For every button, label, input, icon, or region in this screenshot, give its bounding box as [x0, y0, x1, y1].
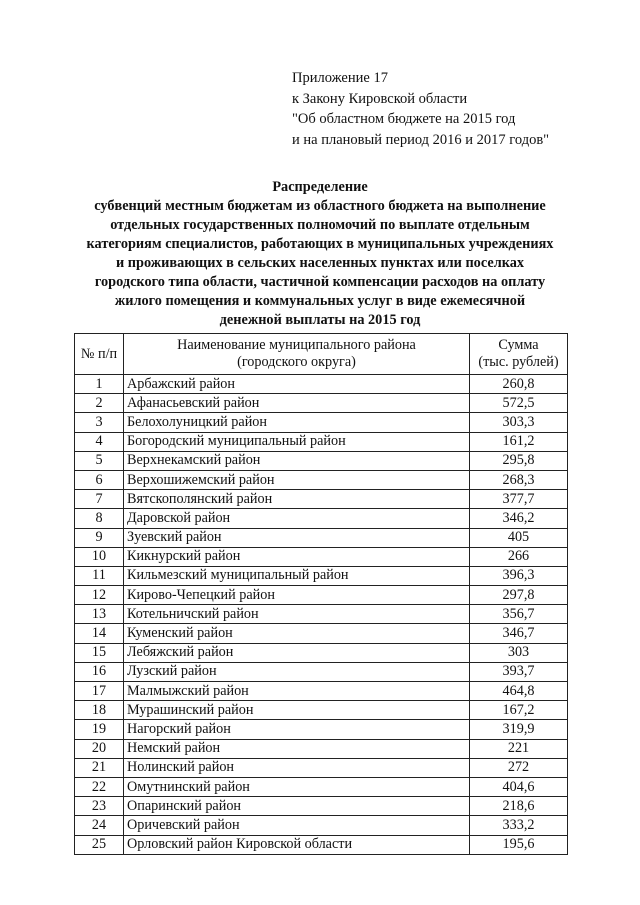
header-sum — [470, 334, 568, 375]
row-number: 1 — [75, 375, 124, 394]
amount: 356,7 — [470, 605, 568, 624]
row-number: 24 — [75, 816, 124, 835]
table-row — [75, 777, 568, 796]
table-row — [75, 835, 568, 854]
table-row — [75, 394, 568, 413]
row-number: 18 — [75, 701, 124, 720]
table-row — [75, 490, 568, 509]
amount: 221 — [470, 739, 568, 758]
amount: 297,8 — [470, 586, 568, 605]
appendix-line: к Закону Кировской области — [292, 90, 468, 107]
table-row — [75, 509, 568, 528]
district-name: Оричевский район — [124, 816, 470, 835]
table-row — [75, 375, 568, 394]
amount: 167,2 — [470, 701, 568, 720]
amount: 303,3 — [470, 413, 568, 432]
amount: 572,5 — [470, 394, 568, 413]
district-name: Арбажский район — [124, 375, 470, 394]
document-heading — [40, 178, 600, 330]
row-number: 7 — [75, 490, 124, 509]
amount: 396,3 — [470, 566, 568, 585]
amount: 272 — [470, 758, 568, 777]
header-name-line: (городского округа) — [237, 354, 356, 370]
header-sum-line: Сумма — [498, 337, 539, 353]
table-body — [75, 375, 568, 855]
table-row — [75, 797, 568, 816]
header-number: № п/п — [75, 334, 124, 375]
table-row — [75, 566, 568, 585]
row-number: 13 — [75, 605, 124, 624]
amount: 161,2 — [470, 432, 568, 451]
row-number: 14 — [75, 624, 124, 643]
appendix-block — [292, 68, 549, 150]
table-row — [75, 816, 568, 835]
district-name: Кирово-Чепецкий район — [124, 586, 470, 605]
row-number: 15 — [75, 643, 124, 662]
amount: 464,8 — [470, 682, 568, 701]
district-name: Малмыжский район — [124, 682, 470, 701]
table-row — [75, 470, 568, 489]
table-row — [75, 758, 568, 777]
table-row — [75, 739, 568, 758]
district-name: Немский район — [124, 739, 470, 758]
header-name — [124, 334, 470, 375]
table-row — [75, 720, 568, 739]
district-name: Богородский муниципальный район — [124, 432, 470, 451]
district-name: Кильмезский муниципальный район — [124, 566, 470, 585]
row-number: 19 — [75, 720, 124, 739]
district-name: Нагорский район — [124, 720, 470, 739]
table-row — [75, 586, 568, 605]
heading-line: отдельных государственных полномочий по выплате отдельным — [110, 217, 530, 233]
amount: 319,9 — [470, 720, 568, 739]
amount: 377,7 — [470, 490, 568, 509]
district-name: Кикнурский район — [124, 547, 470, 566]
row-number: 21 — [75, 758, 124, 777]
district-name: Куменский район — [124, 624, 470, 643]
appendix-line: "Об областном бюджете на 2015 год — [292, 111, 516, 127]
district-name: Вятскополянский район — [124, 490, 470, 509]
row-number: 16 — [75, 662, 124, 681]
district-name: Котельничский район — [124, 605, 470, 624]
amount: 268,3 — [470, 470, 568, 489]
table-row — [75, 662, 568, 681]
row-number: 9 — [75, 528, 124, 547]
table-row — [75, 701, 568, 720]
row-number: 25 — [75, 835, 124, 854]
district-name: Зуевский район — [124, 528, 470, 547]
table-row — [75, 547, 568, 566]
district-name: Мурашинский район — [124, 701, 470, 720]
table-row — [75, 605, 568, 624]
row-number: 23 — [75, 797, 124, 816]
heading-line: жилого помещения и коммунальных услуг в виде ежемесячной — [114, 293, 526, 309]
heading-line: городского типа области, частичной компенсации расходов на оплату — [94, 274, 546, 290]
district-name: Нолинский район — [124, 758, 470, 777]
row-number: 12 — [75, 586, 124, 605]
table-row — [75, 624, 568, 643]
amount: 393,7 — [470, 662, 568, 681]
amount: 295,8 — [470, 451, 568, 470]
amount: 195,6 — [470, 835, 568, 854]
district-name: Верхнекамский район — [124, 451, 470, 470]
table-row — [75, 528, 568, 547]
row-number: 20 — [75, 739, 124, 758]
amount: 260,8 — [470, 375, 568, 394]
amount: 405 — [470, 528, 568, 547]
row-number: 8 — [75, 509, 124, 528]
heading-line: денежной выплаты на 2015 год — [219, 312, 421, 328]
district-name: Омутнинский район — [124, 777, 470, 796]
district-name: Верхошижемский район — [124, 470, 470, 489]
table-row — [75, 682, 568, 701]
distribution-table — [74, 333, 568, 855]
header-name-line: Наименование муниципального района — [177, 337, 416, 353]
district-name: Орловский район Кировской области — [124, 835, 470, 854]
district-name: Лузский район — [124, 662, 470, 681]
row-number: 2 — [75, 394, 124, 413]
amount: 346,7 — [470, 624, 568, 643]
amount: 404,6 — [470, 777, 568, 796]
row-number: 22 — [75, 777, 124, 796]
appendix-line: Приложение 17 — [292, 70, 388, 86]
row-number: 11 — [75, 566, 124, 585]
amount: 266 — [470, 547, 568, 566]
amount: 303 — [470, 643, 568, 662]
table-row — [75, 643, 568, 662]
district-name: Афанасьевский район — [124, 394, 470, 413]
district-name: Лебяжский район — [124, 643, 470, 662]
heading-title: Распределение — [272, 179, 368, 195]
district-name: Белохолуницкий район — [124, 413, 470, 432]
amount: 346,2 — [470, 509, 568, 528]
table-header-row — [75, 334, 568, 375]
amount: 333,2 — [470, 816, 568, 835]
row-number: 4 — [75, 432, 124, 451]
row-number: 5 — [75, 451, 124, 470]
table-row — [75, 413, 568, 432]
heading-line: субвенций местным бюджетам из областного бюджета на выполнение — [94, 198, 546, 214]
row-number: 3 — [75, 413, 124, 432]
row-number: 17 — [75, 682, 124, 701]
heading-line: и проживающих в сельских населенных пунктах или поселках — [115, 255, 525, 271]
table-row — [75, 432, 568, 451]
amount: 218,6 — [470, 797, 568, 816]
appendix-line: и на плановый период 2016 и 2017 годов" — [292, 131, 550, 148]
row-number: 10 — [75, 547, 124, 566]
header-sum-line: (тыс. рублей) — [478, 354, 559, 370]
district-name: Даровской район — [124, 509, 470, 528]
table-row — [75, 451, 568, 470]
district-name: Опаринский район — [124, 797, 470, 816]
heading-line: категориям специалистов, работающих в муниципальных учреждениях — [86, 236, 554, 252]
row-number: 6 — [75, 470, 124, 489]
